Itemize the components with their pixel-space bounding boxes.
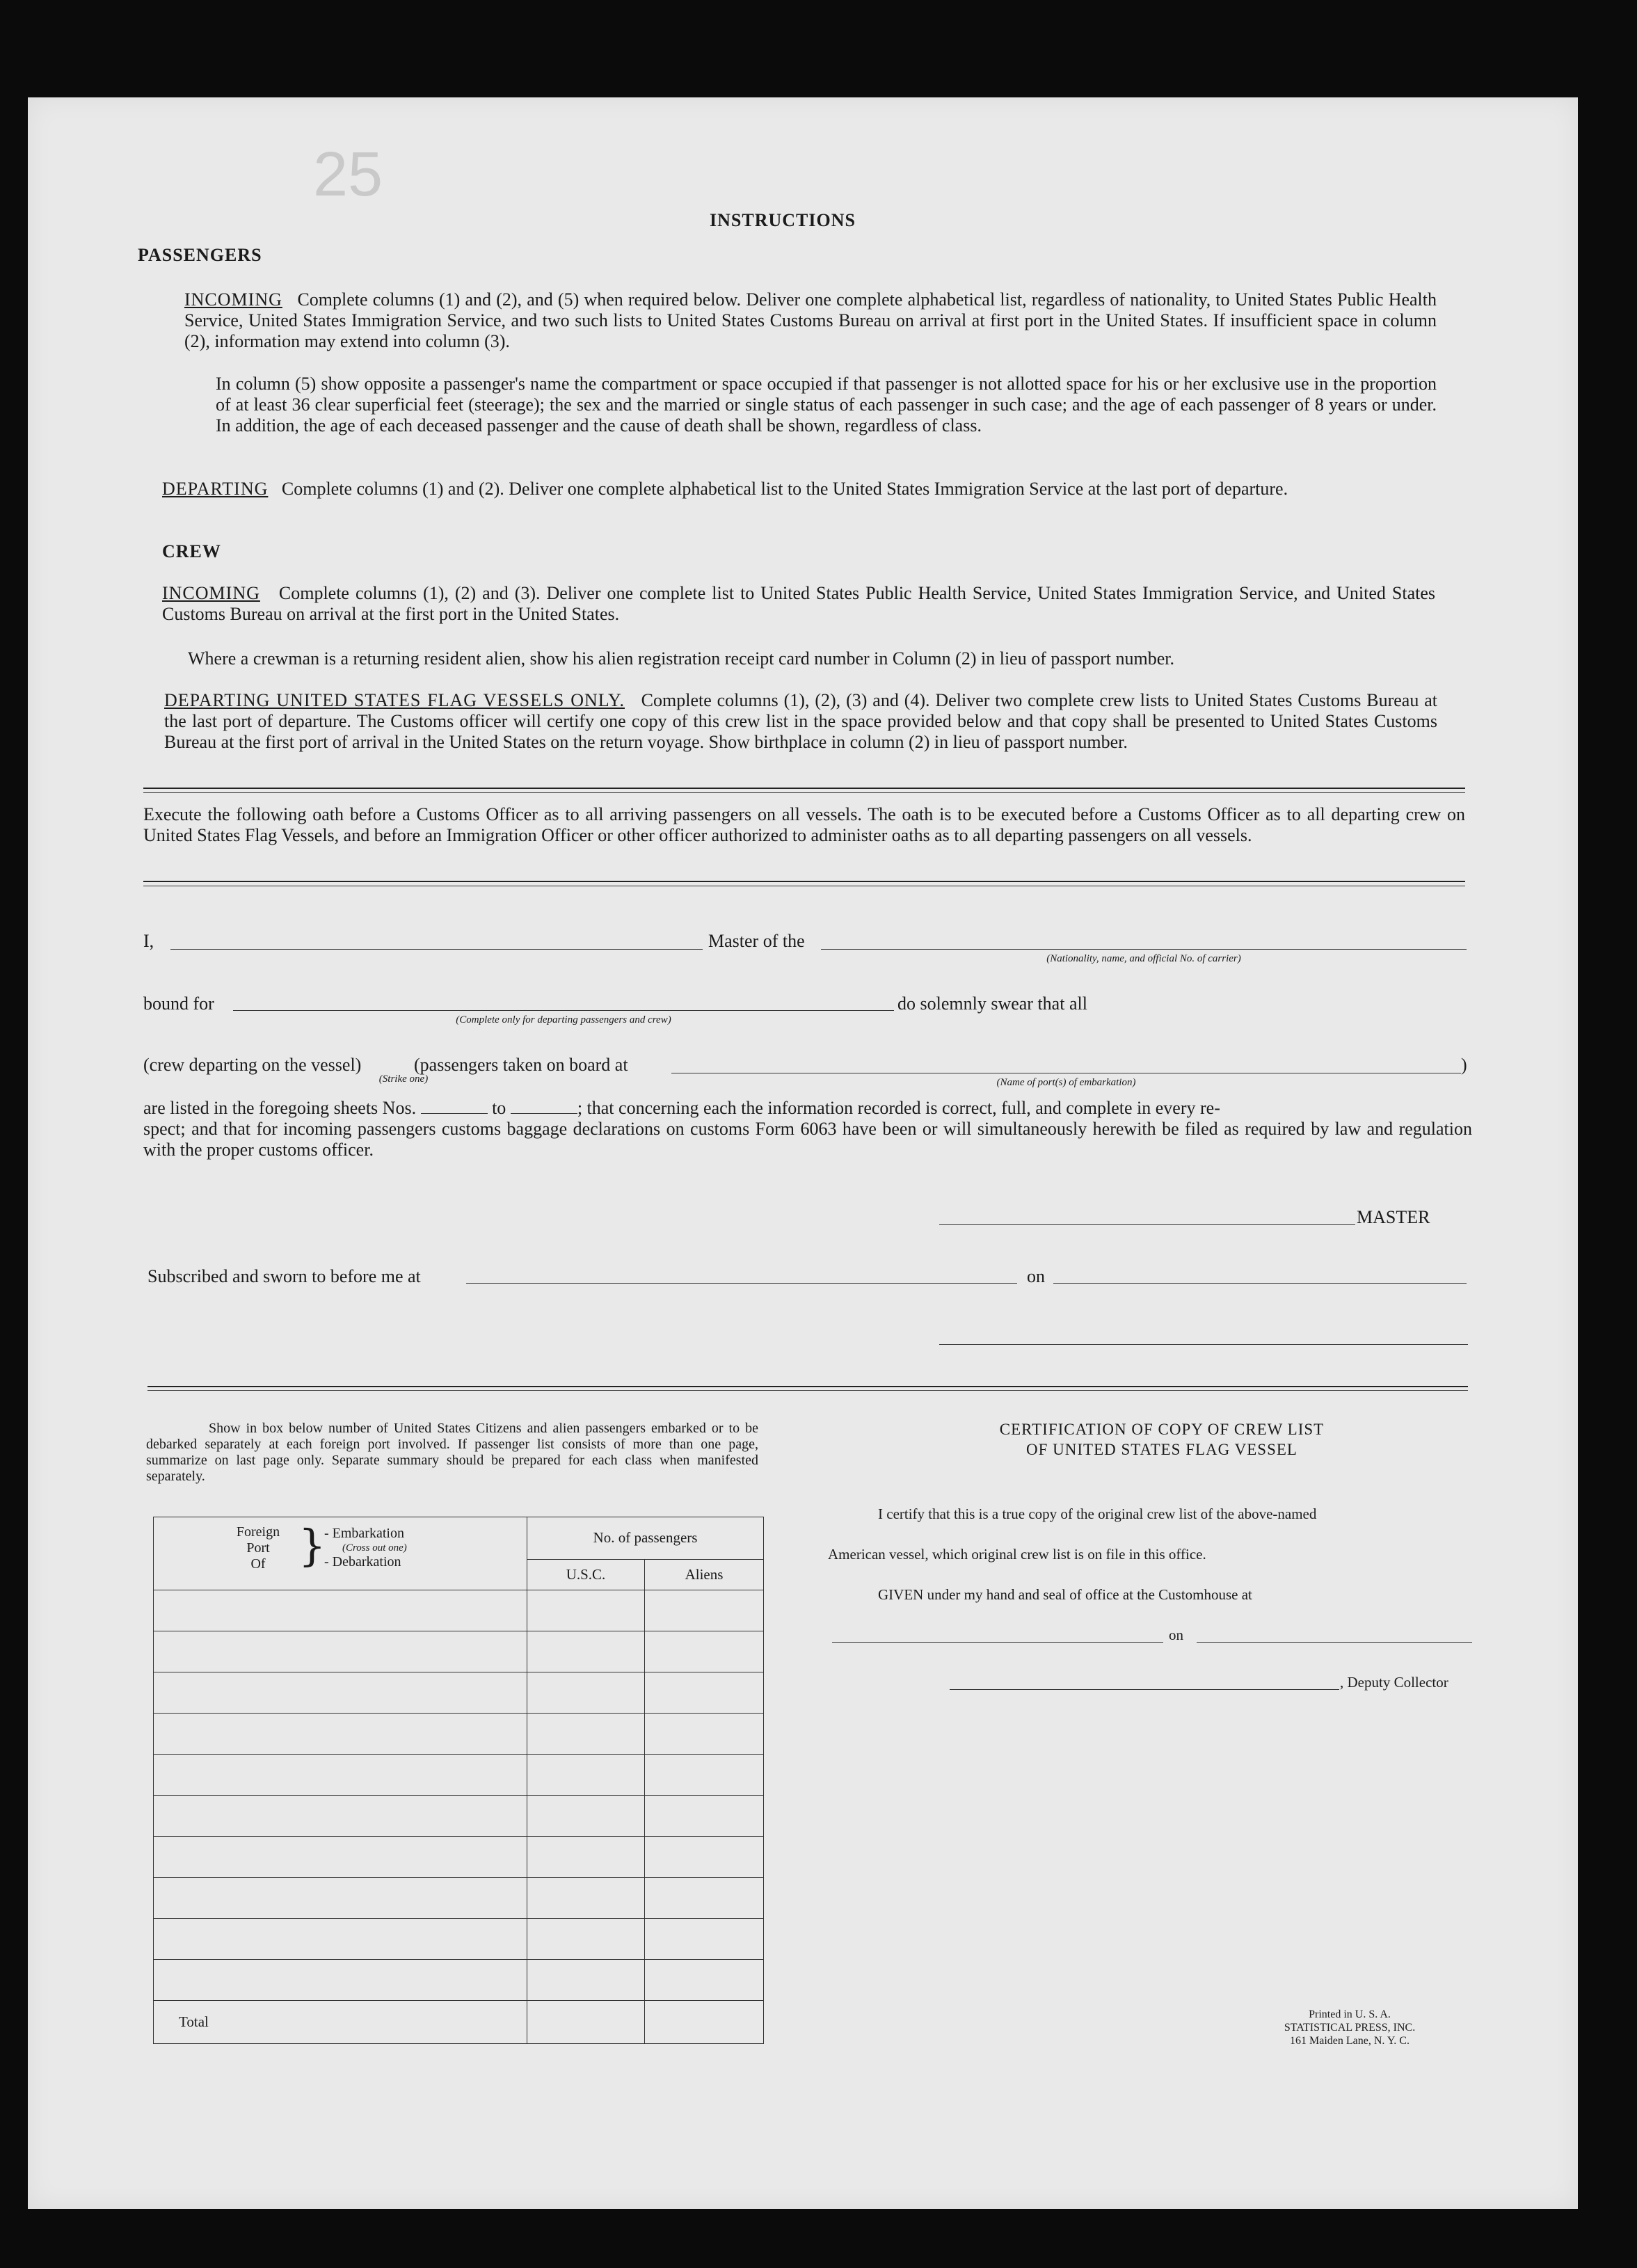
usc-count-cell[interactable]	[527, 1796, 645, 1837]
master-of-the-label: Master of the	[708, 931, 805, 951]
subscribed-label: Subscribed and sworn to before me at	[147, 1266, 421, 1286]
port-row	[154, 1672, 764, 1714]
usc-header: U.S.C.	[527, 1559, 645, 1590]
sheets-clause: ; that concerning each the information recorded is correct, full, and complete in every re-	[577, 1098, 1220, 1118]
certify-line2: American vessel, which original crew list is on file in this office.	[828, 1546, 1206, 1563]
sheets-sentence	[143, 1098, 1472, 1119]
port-row	[154, 1878, 764, 1919]
divider-rule	[143, 788, 1465, 789]
certification-title-line2: OF UNITED STATES FLAG VESSEL	[1026, 1441, 1297, 1458]
passengers-taken-option: (passengers taken on board at	[414, 1055, 628, 1075]
certification-date-field[interactable]	[1197, 1642, 1472, 1643]
sheets-label: are listed in the foregoing sheets Nos.	[143, 1098, 417, 1118]
faint-page-number: 25	[313, 140, 383, 209]
port-cell[interactable]	[154, 1672, 527, 1714]
usc-count-cell[interactable]	[527, 1919, 645, 1960]
aliens-count-cell[interactable]	[645, 1796, 764, 1837]
usc-count-cell[interactable]	[527, 1960, 645, 2001]
printer-line2: STATISTICAL PRESS, INC.	[1284, 2022, 1416, 2034]
port-row	[154, 1631, 764, 1672]
master-signature-field[interactable]	[939, 1224, 1355, 1225]
crew-departing-label: DEPARTING UNITED STATES FLAG VESSELS ONLY.	[164, 690, 625, 710]
printer-line3: 161 Maiden Lane, N. Y. C.	[1290, 2035, 1410, 2047]
passengers-heading: PASSENGERS	[138, 245, 262, 265]
aliens-count-cell[interactable]	[645, 1590, 764, 1631]
port-row	[154, 1590, 764, 1631]
passengers-incoming-paragraph	[184, 289, 1437, 352]
aliens-count-cell[interactable]	[645, 1837, 764, 1878]
sworn-date-field[interactable]	[1053, 1283, 1467, 1284]
port-row	[154, 1755, 764, 1796]
aliens-count-cell[interactable]	[645, 1631, 764, 1672]
deputy-signature-field[interactable]	[950, 1689, 1339, 1690]
oath-instructions: Execute the following oath before a Customs Officer as to all arriving passengers on all vessels. The oath is to be executed before a Customs Officer as to all departing crew on United States Flag Vessels, and before an Immigration Officer or other officer authorized to administer oaths as to all departing passengers on all vessels.	[143, 804, 1465, 845]
debarkation-option: - Debarkation	[324, 1554, 401, 1570]
port-cell[interactable]	[154, 1755, 527, 1796]
port-row	[154, 1919, 764, 1960]
total-label: Total	[154, 2001, 527, 2044]
strike-one-caption: (Strike one)	[378, 1073, 429, 1085]
divider-rule	[147, 1386, 1468, 1387]
crew-returning-alien-paragraph: Where a crewman is a returning resident alien, show his alien registration receipt card number in Column (2) in lieu of passport number.	[188, 648, 1175, 669]
total-usc-cell[interactable]	[527, 2001, 645, 2044]
crew-incoming-label: INCOMING	[162, 583, 260, 603]
port-row	[154, 1837, 764, 1878]
page-title: INSTRUCTIONS	[710, 210, 856, 230]
sheets-to-label: to	[492, 1098, 506, 1118]
passengers-departing-text: Complete columns (1) and (2). Deliver one complete alphabetical list to the United States Immigration Service at the last port of departure.	[281, 479, 1288, 499]
usc-count-cell[interactable]	[527, 1590, 645, 1631]
aliens-header: Aliens	[645, 1559, 764, 1590]
oath-i-label: I,	[143, 931, 154, 951]
port-cell[interactable]	[154, 1796, 527, 1837]
sworn-on-label: on	[1027, 1266, 1045, 1286]
crew-departing-paragraph	[164, 690, 1437, 753]
aliens-count-cell[interactable]	[645, 1878, 764, 1919]
crew-departing-option: (crew departing on the vessel)	[143, 1055, 362, 1075]
certification-on-label: on	[1169, 1627, 1183, 1643]
aliens-count-cell[interactable]	[645, 1672, 764, 1714]
usc-count-cell[interactable]	[527, 1878, 645, 1919]
summary-instructions: Show in box below number of United States Citizens and alien passengers embarked or to be debarked separately at each foreign port involved. If passenger list consists of more than one page, summarize on last page only. Separate summary should be prepared for each class when manifested separately.	[146, 1421, 758, 1484]
usc-count-cell[interactable]	[527, 1672, 645, 1714]
sworn-place-field[interactable]	[466, 1283, 1017, 1284]
usc-count-cell[interactable]	[527, 1755, 645, 1796]
port-cell[interactable]	[154, 1631, 527, 1672]
port-header-line3: Of	[250, 1556, 266, 1572]
port-cell[interactable]	[154, 1960, 527, 2001]
document-page	[28, 97, 1578, 2209]
embarkation-port-caption: (Name of port(s) of embarkation)	[996, 1077, 1136, 1088]
officer-signature-field[interactable]	[939, 1344, 1468, 1345]
sheet-to-field[interactable]	[511, 1099, 577, 1114]
usc-count-cell[interactable]	[527, 1837, 645, 1878]
printer-imprint	[1224, 2008, 1475, 2047]
given-line: GIVEN under my hand and seal of office at the Customhouse at	[878, 1586, 1252, 1603]
certification-title-line1: CERTIFICATION OF COPY OF CREW LIST	[999, 1421, 1325, 1438]
sheet-from-field[interactable]	[421, 1099, 488, 1114]
no-passengers-header: No. of passengers	[527, 1517, 764, 1560]
close-paren: )	[1461, 1055, 1467, 1075]
usc-count-cell[interactable]	[527, 1714, 645, 1755]
baggage-declaration-text: spect; and that for incoming passengers customs baggage declarations on customs Form 6063 have been or will simultaneously herewith be filed as required by law and regulation with the proper customs officer.	[143, 1119, 1472, 1160]
customhouse-field[interactable]	[832, 1642, 1163, 1643]
crew-incoming-paragraph	[162, 583, 1435, 625]
port-header-line2: Port	[246, 1540, 270, 1556]
passengers-incoming-text: Complete columns (1) and (2), and (5) when required below. Deliver one complete alphabetical list, regardless of nationality, to United States Public Health Service, United States Immigration Service, and two such lists to United States Customs Bureau on arrival at first port in the United States. If insufficient space in column (2), information may extend into column (3).	[184, 289, 1437, 351]
passengers-departing-label: DEPARTING	[162, 479, 269, 499]
port-rows	[154, 1590, 764, 2001]
port-summary-table	[153, 1517, 764, 2044]
port-row	[154, 1796, 764, 1837]
port-row	[154, 1714, 764, 1755]
aliens-count-cell[interactable]	[645, 1960, 764, 2001]
certification-title	[856, 1419, 1468, 1460]
total-aliens-cell[interactable]	[645, 2001, 764, 2044]
crew-heading: CREW	[162, 541, 221, 561]
port-header-line1: Foreign	[236, 1524, 280, 1540]
passengers-column5-paragraph: In column (5) show opposite a passenger's name the compartment or space occupied if that passenger is not allotted space for his or her exclusive use in the proportion of at least 36 clear superficial feet (steerage); the sex and the married or single status of each passenger in such case; and the age of each passenger of 8 years or under. In addition, the age of each deceased passenger and the cause of death shall be shown, regardless of class.	[216, 374, 1437, 436]
port-cell[interactable]	[154, 1837, 527, 1878]
carrier-caption: (Nationality, name, and official No. of carrier)	[1046, 953, 1241, 964]
passengers-departing-paragraph	[162, 479, 1435, 500]
port-cell[interactable]	[154, 1590, 527, 1631]
divider-rule	[147, 1390, 1468, 1391]
crew-departing-text: Complete columns (1), (2), (3) and (4). Deliver two complete crew lists to United States Customs Bureau at the last port of departure. The Customs officer will certify one copy of this crew list in the space provided below and that copy shall be presented to United States Customs Bureau at the first port of arrival in the United States on the return voyage. Show birthplace in column (2) in lieu of passport number.	[164, 690, 1438, 752]
bound-for-label: bound for	[143, 993, 214, 1014]
port-cell[interactable]	[154, 1919, 527, 1960]
port-cell[interactable]	[154, 1714, 527, 1755]
port-cell[interactable]	[154, 1878, 527, 1919]
crew-incoming-text: Complete columns (1), (2) and (3). Deliver one complete list to United States Public Health Service, United States Immigration Service, and United States Customs Bureau on arrival at the first port in the United States.	[162, 583, 1435, 624]
swear-text: do solemnly swear that all	[897, 993, 1087, 1014]
aliens-count-cell[interactable]	[645, 1919, 764, 1960]
certify-line1: I certify that this is a true copy of the original crew list of the above-named	[878, 1506, 1317, 1522]
deputy-collector-label: , Deputy Collector	[1340, 1674, 1448, 1691]
brace-icon: }	[298, 1520, 326, 1571]
master-signature-label: MASTER	[1357, 1207, 1430, 1227]
port-column-header	[154, 1517, 527, 1590]
aliens-count-cell[interactable]	[645, 1714, 764, 1755]
carrier-field[interactable]	[821, 949, 1467, 950]
master-name-field[interactable]	[170, 949, 703, 950]
bound-for-caption: (Complete only for departing passengers and crew)	[456, 1014, 671, 1025]
aliens-count-cell[interactable]	[645, 1755, 764, 1796]
divider-rule	[143, 792, 1465, 793]
passengers-incoming-label: INCOMING	[184, 289, 282, 310]
embarkation-option: - Embarkation	[324, 1526, 404, 1541]
printer-line1: Printed in U. S. A.	[1309, 2009, 1391, 2020]
cross-out-caption: (Cross out one)	[342, 1542, 407, 1554]
usc-count-cell[interactable]	[527, 1631, 645, 1672]
port-row	[154, 1960, 764, 2001]
divider-rule	[143, 881, 1465, 882]
bound-for-field[interactable]	[233, 1010, 894, 1011]
